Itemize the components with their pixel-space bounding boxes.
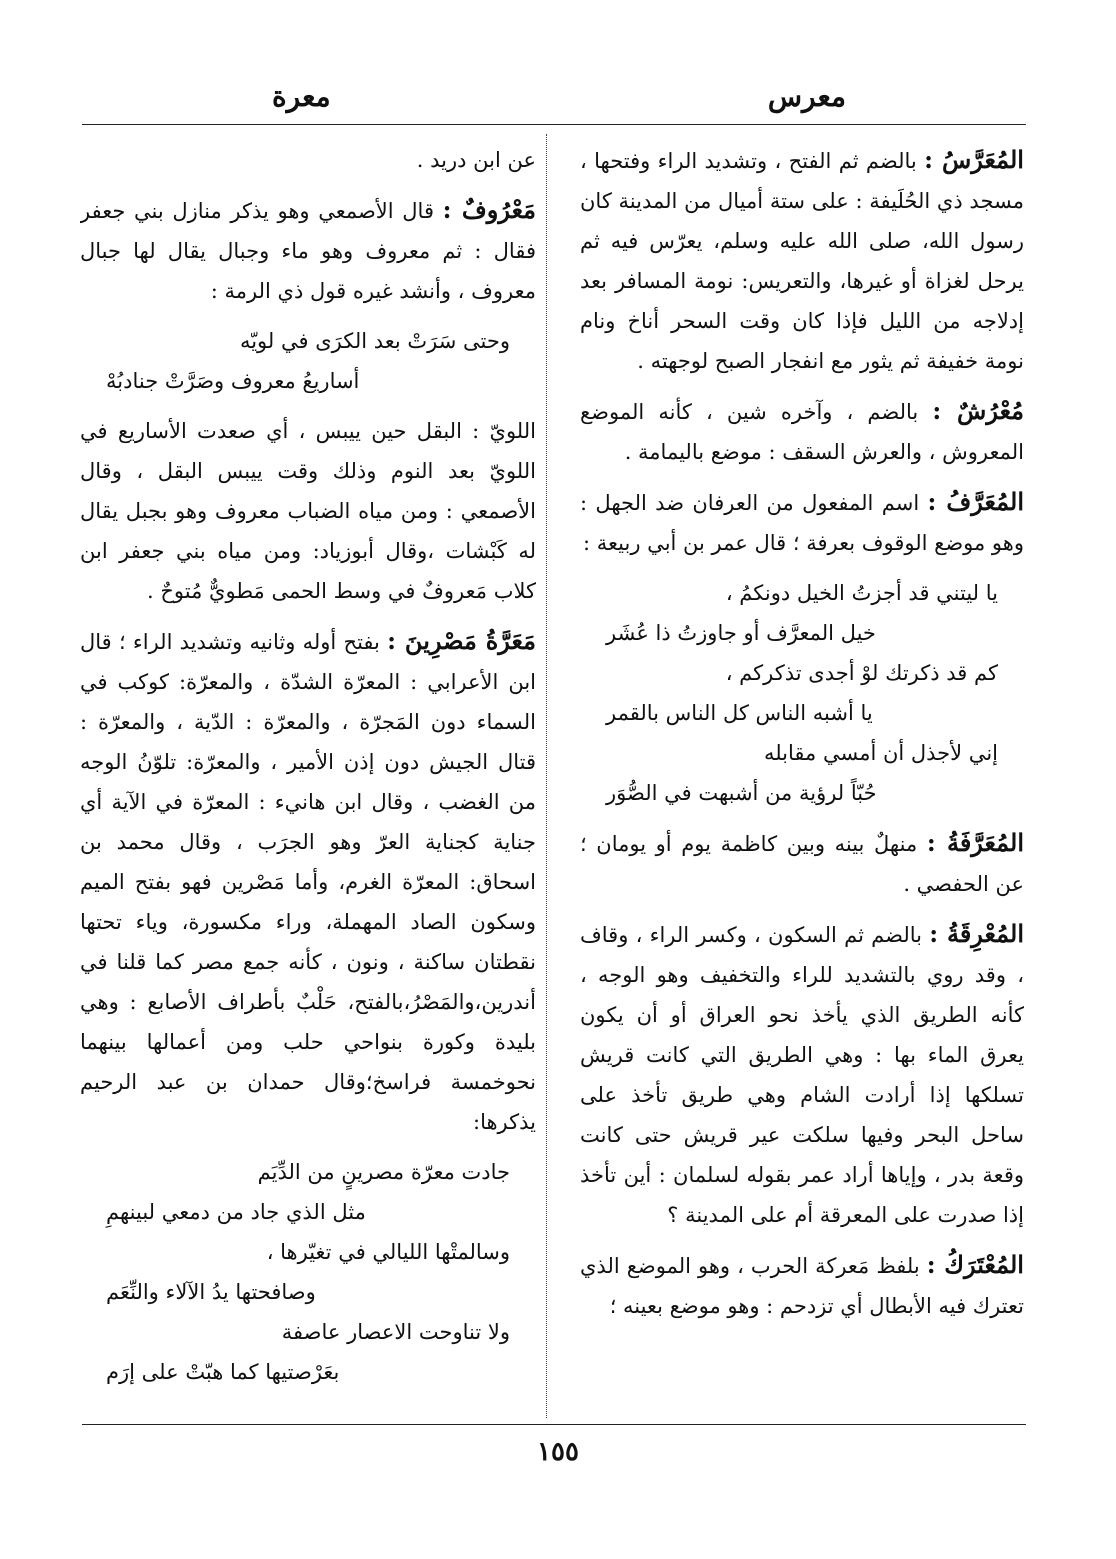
poem-line: وحتى سَرَتْ بعد الكرَى في لويّه xyxy=(239,329,510,353)
entry-text: قال الأصمعي وهو يذكر منازل بني جعفر فقال : ثم معروف وهو ماء وجبال يقال لها جبال معروف ، وأنشد غيره قول ذي الرمة : xyxy=(80,199,536,303)
poem-line: خيل المعرَّف أو جاوزتُ ذا عُشَر xyxy=(606,621,876,645)
entry-text: بلفظ مَعركة الحرب ، وهو الموضع الذي تعترك فيه الأبطال أي تزدحم : وهو موضع بعينه ؛ xyxy=(580,1254,1024,1318)
poem-line: مثل الذي جاد من دمعي لبينهمِ xyxy=(106,1200,366,1224)
entry-maarrat-masrin xyxy=(80,621,536,1142)
right-column xyxy=(580,140,1024,1418)
entry-text: اللويّ : البقل حين ييبس ، أي صعدت الأساريع في اللويّ بعد النوم وذلك وقت ييبس البقل ، وقال الأصمعي : ومن مياه الضباب معروف وهو بجبل يقال له كَبْشات ،وقال أبوزياد: ومن مياه بني جعفر ابن كلاب مَعروفٌ في وسط الحمى مَطويٌّ مُتوحٌ . xyxy=(80,419,536,603)
entry-text: بالضم ثم السكون ، وكسر الراء ، وقاف ، وقد روي بالتشديد للراء والتخفيف وهو الوجه ، كأنه الطريق الذي يأخذ نحو العراق أو أن يكون يعرق الماء بها : وهي الطريق التي كانت قريش تسلكها إذا أرادت الشام وهي طريق تأخذ على ساحل البحر وفيها سلكت عير قريش حتى كانت وقعة بدر ، وإياها أراد عمر بقوله لسلمان : أين تأخذ إذا صدرت على المعرقة أم على المدينة ؟ xyxy=(580,923,1024,1227)
poem-line: يا أشبه الناس كل الناس بالقمر xyxy=(606,701,873,725)
entry-muarush xyxy=(580,391,1024,472)
entry-headword: المُعَرَّفَةُ : xyxy=(926,828,1024,857)
entry-headword: مَعَرَّةُ مَصْرِينَ : xyxy=(387,626,536,655)
entry-headword: مَعْرُوفٌ : xyxy=(442,195,536,224)
poem-line: يا ليتني قد أجزتُ الخيل دونكمُ ، xyxy=(725,581,998,605)
entry-muarras xyxy=(580,140,1024,381)
entry-headword: المُعَرَّسُ : xyxy=(924,145,1024,174)
continuation-text: عن ابن دريد . xyxy=(416,148,536,172)
running-header-right: معرس xyxy=(767,80,846,113)
entry-headword: المُعَرَّفُ : xyxy=(927,487,1024,516)
entry-text: بالضم ، وآخره شين ، كأنه الموضع المعروش ، والعرش السقف : موضع باليمامة . xyxy=(580,400,1024,464)
entry-headword: مُعْرُشٌ : xyxy=(932,396,1024,425)
poem-line: حُبّاً لرؤية من أشبهت في الصُّوَر xyxy=(606,781,877,805)
poem-line: ولا تناوحت الاعصار عاصفة xyxy=(281,1320,510,1344)
poem-line: وصافحتها يدُ الآلاء والنِّعَم xyxy=(106,1280,316,1304)
entry-text: منهلٌ بينه وبين كاظمة يوم أو يومان ؛ عن الحفصي . xyxy=(580,832,1024,896)
poem-line: جادت معرّة مصرينٍ من الدِّيَم xyxy=(257,1160,510,1184)
poem-line: إني لأجذل أن أمسي مقابله xyxy=(763,741,998,765)
entry-headword: المُعْرِقَةُ : xyxy=(929,919,1024,948)
poem-line: وسالمتْها الليالي في تغيّرها ، xyxy=(266,1240,510,1264)
entry-mutarak xyxy=(580,1245,1024,1326)
top-rule xyxy=(82,124,1026,125)
entry-muarrafa xyxy=(580,823,1024,904)
entry-text: بفتح أوله وثانيه وتشديد الراء ؛ قال ابن الأعرابي : المعرّة الشدّة ، والمعرّة: كوكب في السماء دون المَجرّة ، والمعرّة : الدّية ، والمعرّة : قتال الجيش دون إذن الأمير ، والمعرّة: تلوّنُ الوجه من الغضب ، وقال ابن هانيء : المعرّة في الآية أي جناية كجناية العرّ وهو الجرَب ، وقال محمد بن اسحاق: المعرّة الغرم، وأما مَصْرين فهو بفتح الميم وسكون الصاد المهملة، وراء مكسورة، وياء تحتها نقطتان ساكنة ، ونون ، كأنه جمع مصر كما قلنا في أندرين،والمَصْرُ،بالفتح، حَلْبٌ بأطراف الأصابع : وهي بليدة وكورة بنواحي حلب ومن أعمالها بينهما نحوخمسة فراسخ؛وقال حمدان بن عبد الرحيم يذكرها: xyxy=(80,630,536,1134)
entry-muarraf xyxy=(580,482,1024,563)
running-header-left: معرة xyxy=(272,80,331,113)
poem-line: أساريعُ معروف وصَرَّتْ جنادبُهْ xyxy=(106,369,360,393)
entry-muriqa xyxy=(580,914,1024,1235)
entry-maruf xyxy=(80,190,536,311)
page-number: ١٥٥ xyxy=(537,1437,579,1467)
poem-line: كم قد ذكرتك لوْ أجدى تذكركم ، xyxy=(725,661,998,685)
poem-line: بعَرْصتيها كما هبّتْ على إرَم xyxy=(106,1360,340,1384)
entry-headword: المُعْتَرَكُ : xyxy=(926,1250,1024,1279)
poem-verses xyxy=(580,573,1024,813)
left-column xyxy=(80,140,536,1418)
entry-text: اسم المفعول من العرفان ضد الجهل : وهو موضع الوقوف بعرفة ؛ قال عمر بن أبي ربيعة : xyxy=(580,491,1024,555)
bottom-rule xyxy=(82,1424,1026,1425)
column-divider xyxy=(546,134,547,1418)
poem-verses xyxy=(80,1152,536,1392)
poem-verses xyxy=(80,321,536,401)
entry-text: بالضم ثم الفتح ، وتشديد الراء وفتحها ، مسجد ذي الحُلَيفة : على ستة أميال من المدينة كان رسول الله، صلى الله عليه وسلم، يعرّس فيه ثم يرحل لغزاة أو غيرها، والتعريس: نومة المسافر بعد إدلاجه من الليل فإذا كان وقت السحر أناخ ونام نومة خفيفة ثم يثور مع انفجار الصبح لوجهته . xyxy=(580,149,1024,373)
